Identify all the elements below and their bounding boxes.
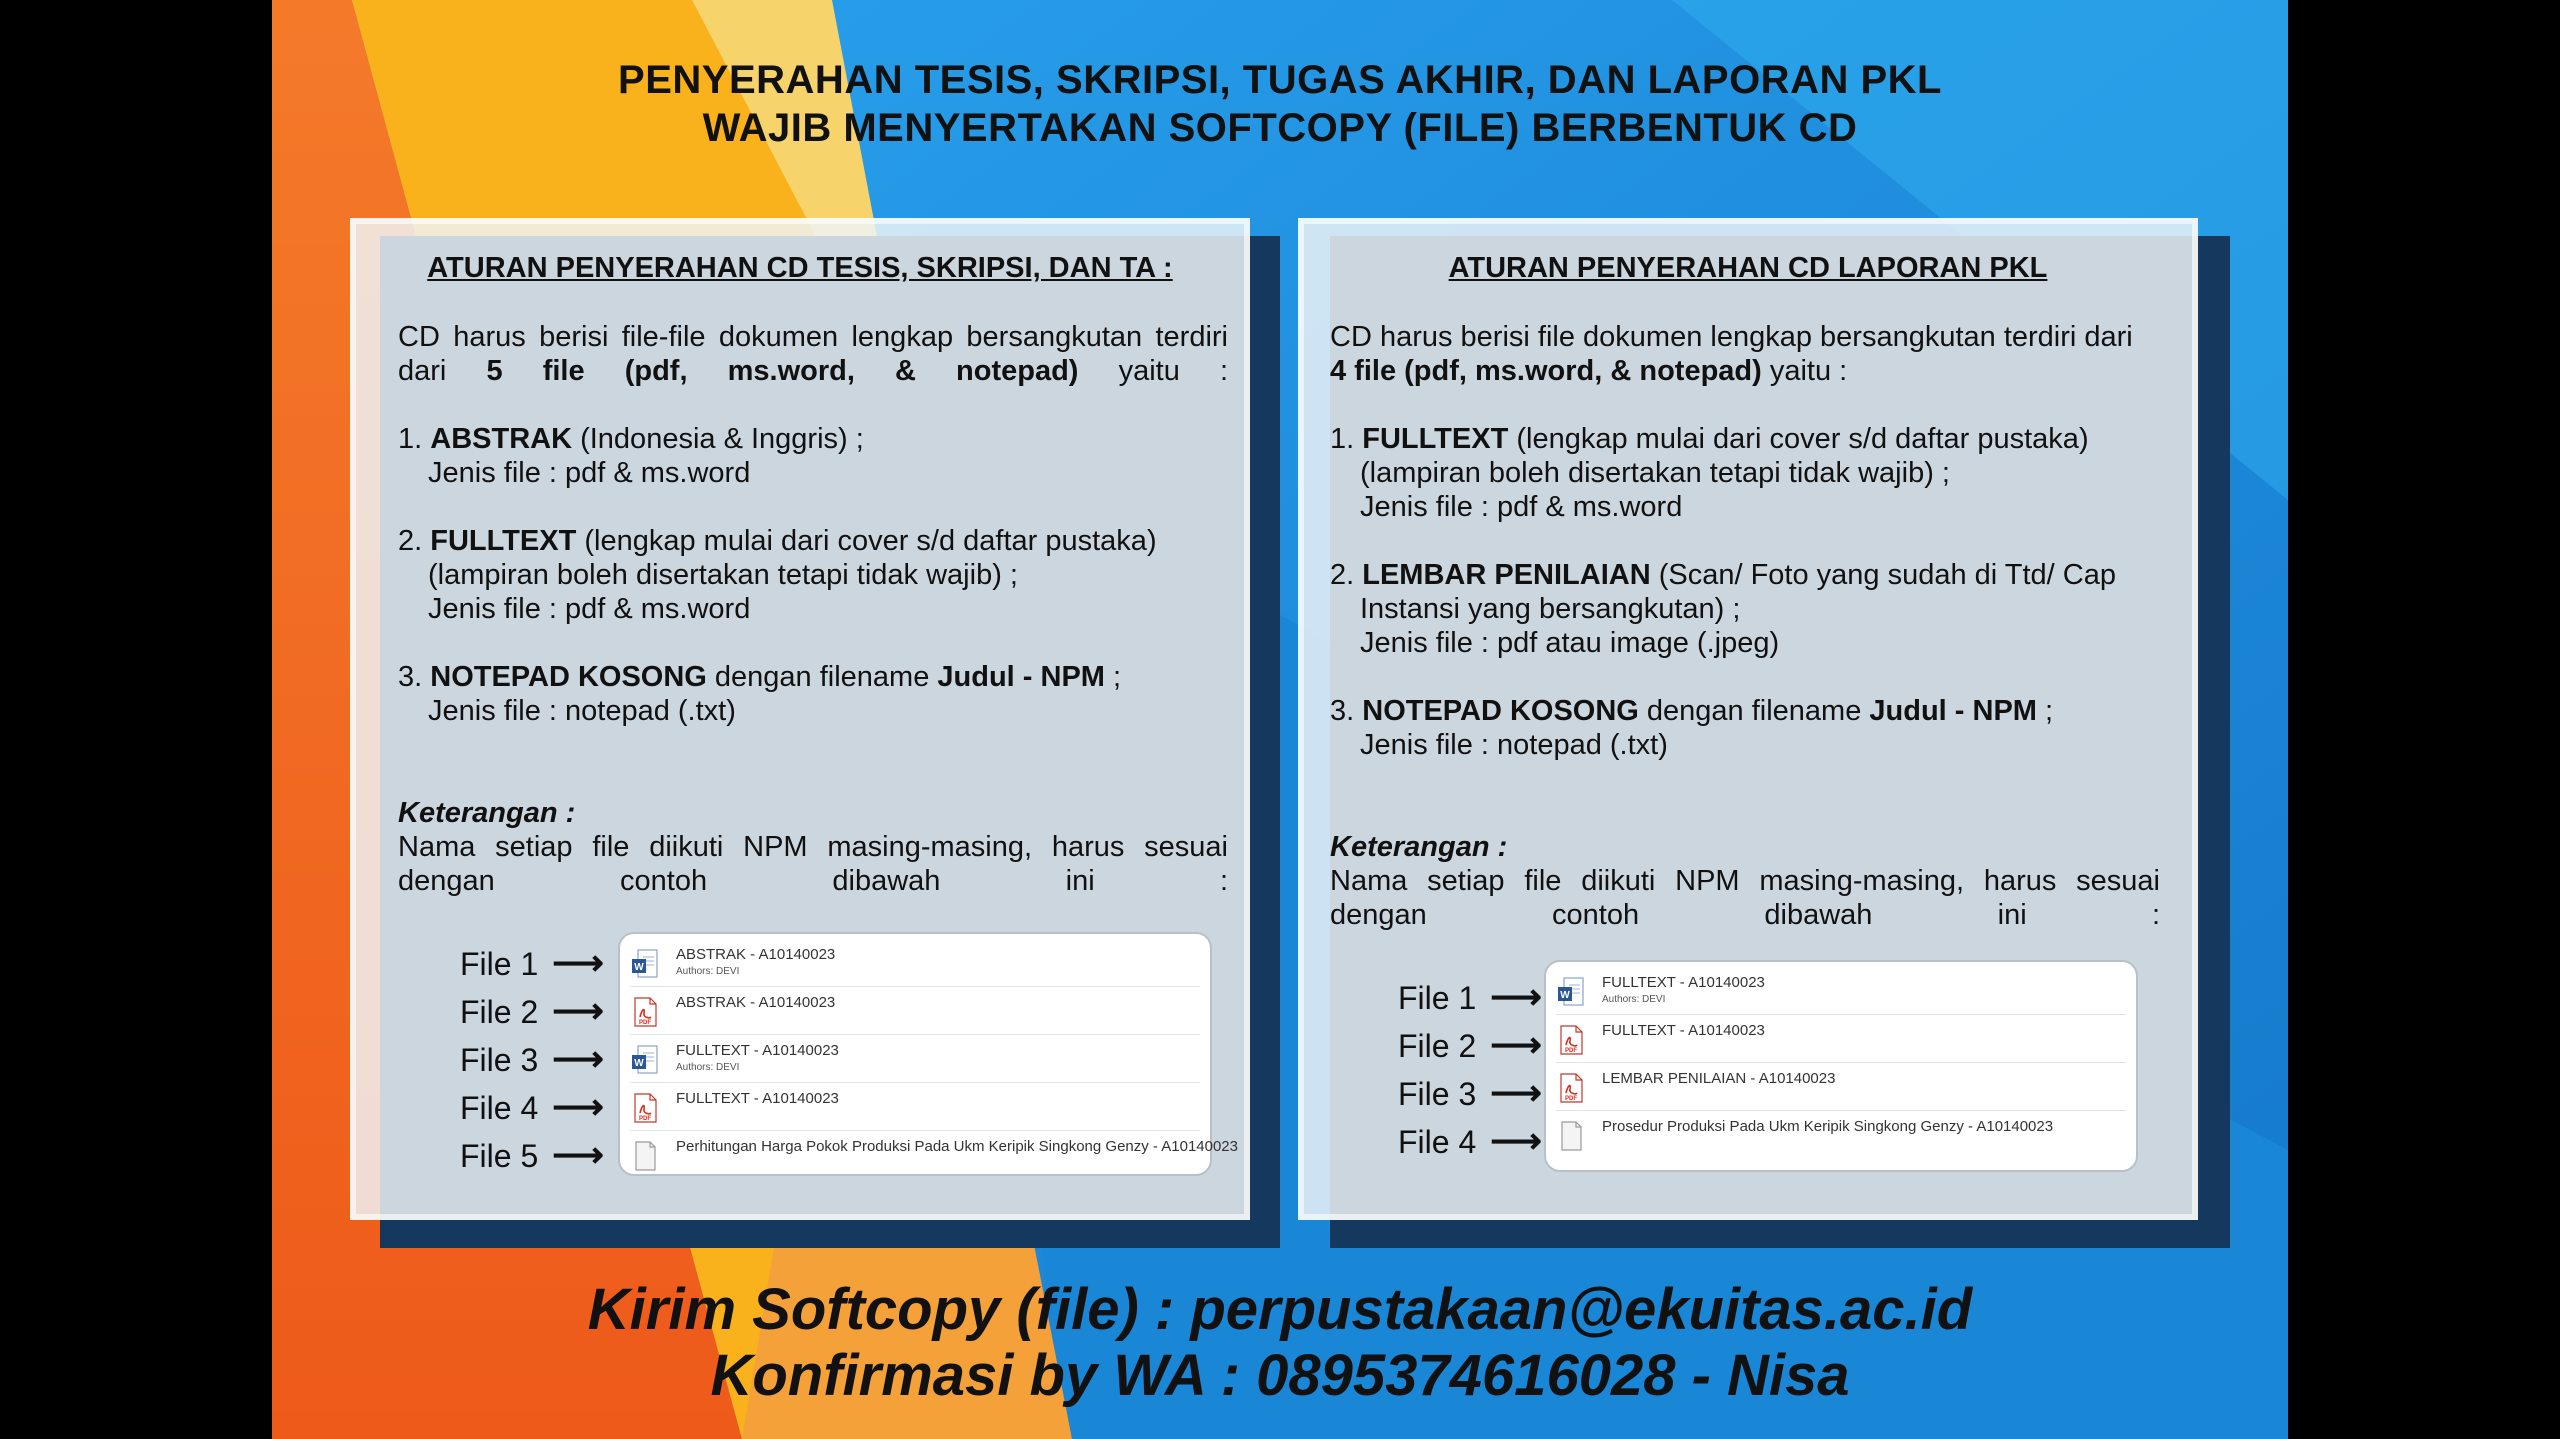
arrow-right-icon: ⟶	[1490, 976, 1542, 1017]
file-label-text: File 2	[1398, 1028, 1477, 1064]
file-label-text: File 3	[460, 1042, 539, 1078]
left-item-2: 2. FULLTEXT (lengkap mulai dari cover s/d daftar pustaka) (lampiran boleh disertakan tetapi tidak wajib) ; Jenis file : pdf & ms.word	[398, 525, 1157, 625]
left-heading: ATURAN PENYERAHAN CD TESIS, SKRIPSI, DAN TA :	[427, 252, 1173, 284]
file-row[interactable]	[630, 1036, 1200, 1083]
word-document-icon	[632, 949, 658, 979]
right-file-label-4	[1398, 1120, 1542, 1162]
footer-whatsapp: Konfirmasi by WA : 0895374616028 - Nisa	[710, 1343, 1850, 1408]
left-file-label-1	[460, 942, 604, 984]
right-file-label-2	[1398, 1024, 1542, 1066]
left-file-list	[618, 932, 1238, 1176]
file-name: FULLTEXT - A10140023	[676, 1090, 839, 1107]
file-row[interactable]	[630, 940, 1200, 987]
arrow-right-icon: ⟶	[552, 942, 604, 983]
file-label-text: File 4	[1398, 1124, 1477, 1160]
title-line-1: PENYERAHAN TESIS, SKRIPSI, TUGAS AKHIR, DAN LAPORAN PKL	[618, 58, 1942, 102]
file-name: ABSTRAK - A10140023	[676, 946, 836, 963]
title-line-2: WAJIB MENYERTAKAN SOFTCOPY (FILE) BERBENTUK CD	[702, 106, 1858, 150]
file-name: Prosedur Produksi Pada Ukm Keripik Singkong Genzy - A10140023	[1602, 1118, 2054, 1135]
left-intro: CD harus berisi file-file dokumen lengkap bersangkutan terdiri dari 5 file (pdf, ms.word, & notepad) yaitu :	[398, 321, 1228, 387]
left-item-1: 1. ABSTRAK (Indonesia & Inggris) ; Jenis file : pdf & ms.word	[398, 423, 864, 489]
file-row[interactable]	[630, 1132, 1238, 1178]
text-document-icon	[632, 1141, 658, 1171]
file-row[interactable]	[1556, 1064, 2126, 1111]
svg-text:PDF: PDF	[639, 1020, 651, 1026]
svg-text:PDF: PDF	[639, 1116, 651, 1122]
file-name: Perhitungan Harga Pokok Produksi Pada Ukm Keripik Singkong Genzy - A10140023	[676, 1138, 1238, 1155]
right-note-label: Keterangan :	[1330, 831, 1508, 863]
right-file-label-3	[1398, 1072, 1542, 1114]
right-panel	[1298, 218, 2198, 1220]
arrow-right-icon: ⟶	[552, 1086, 604, 1127]
file-name: FULLTEXT - A10140023	[1602, 1022, 1765, 1039]
file-label-text: File 1	[460, 946, 539, 982]
file-author: Authors: DEVI	[1602, 994, 1666, 1005]
right-heading: ATURAN PENYERAHAN CD LAPORAN PKL	[1448, 252, 2048, 284]
file-author: Authors: DEVI	[676, 1062, 740, 1073]
file-label-text: File 4	[460, 1090, 539, 1126]
file-row[interactable]	[630, 1084, 1200, 1131]
file-row[interactable]	[630, 988, 1200, 1035]
pdf-document-icon	[1558, 1073, 1584, 1103]
right-note-text: Nama setiap file diikuti NPM masing-masing, harus sesuai dengan contoh dibawah ini :	[1330, 865, 2160, 931]
file-name: FULLTEXT - A10140023	[1602, 974, 1765, 991]
left-file-label-2	[460, 990, 604, 1032]
pdf-document-icon	[632, 997, 658, 1027]
arrow-right-icon: ⟶	[1490, 1120, 1542, 1161]
left-panel	[350, 218, 1250, 1220]
pdf-document-icon	[1558, 1025, 1584, 1055]
arrow-right-icon: ⟶	[552, 990, 604, 1031]
file-label-text: File 1	[1398, 980, 1477, 1016]
file-name: ABSTRAK - A10140023	[676, 994, 836, 1011]
right-item-2: 2. LEMBAR PENILAIAN (Scan/ Foto yang sudah di Ttd/ Cap Instansi yang bersangkutan) ; Jenis file : pdf atau image (.jpeg)	[1330, 559, 2116, 659]
svg-text:PDF: PDF	[1565, 1048, 1577, 1054]
word-document-icon	[632, 1045, 658, 1075]
word-document-icon	[1558, 977, 1584, 1007]
right-intro: CD harus berisi file dokumen lengkap bersangkutan terdiri dari 4 file (pdf, ms.word, & notepad) yaitu :	[1330, 321, 2133, 387]
arrow-right-icon: ⟶	[1490, 1024, 1542, 1065]
left-file-label-5	[460, 1134, 604, 1176]
right-file-list	[1544, 960, 2138, 1172]
left-note-label: Keterangan :	[398, 797, 576, 829]
pdf-document-icon	[632, 1093, 658, 1123]
file-label-text: File 5	[460, 1138, 539, 1174]
right-item-1: 1. FULLTEXT (lengkap mulai dari cover s/d daftar pustaka) (lampiran boleh disertakan tetapi tidak wajib) ; Jenis file : pdf & ms.word	[1330, 423, 2089, 523]
slide	[272, 0, 2288, 1439]
left-note-text: Nama setiap file diikuti NPM masing-masing, harus sesuai dengan contoh dibawah ini :	[398, 831, 1228, 897]
file-author: Authors: DEVI	[676, 966, 740, 977]
right-file-label-1	[1398, 976, 1542, 1018]
footer-email: Kirim Softcopy (file) : perpustakaan@ekuitas.ac.id	[587, 1277, 1973, 1342]
arrow-right-icon: ⟶	[1490, 1072, 1542, 1113]
left-item-3: 3. NOTEPAD KOSONG dengan filename Judul - NPM ; Jenis file : notepad (.txt)	[398, 661, 1122, 727]
left-file-label-3	[460, 1038, 604, 1080]
left-file-label-4	[460, 1086, 604, 1128]
text-document-icon	[1558, 1121, 1584, 1151]
file-row[interactable]	[1556, 1112, 2126, 1158]
arrow-right-icon: ⟶	[552, 1134, 604, 1175]
right-item-3: 3. NOTEPAD KOSONG dengan filename Judul - NPM ; Jenis file : notepad (.txt)	[1330, 695, 2054, 761]
svg-text:W: W	[1560, 990, 1570, 1001]
svg-text:W: W	[634, 1058, 644, 1069]
file-name: LEMBAR PENILAIAN - A10140023	[1602, 1070, 1836, 1087]
file-row[interactable]	[1556, 968, 2126, 1015]
file-label-text: File 3	[1398, 1076, 1477, 1112]
file-label-text: File 2	[460, 994, 539, 1030]
file-row[interactable]	[1556, 1016, 2126, 1063]
arrow-right-icon: ⟶	[552, 1038, 604, 1079]
svg-text:W: W	[634, 962, 644, 973]
file-name: FULLTEXT - A10140023	[676, 1042, 839, 1059]
svg-text:PDF: PDF	[1565, 1096, 1577, 1102]
